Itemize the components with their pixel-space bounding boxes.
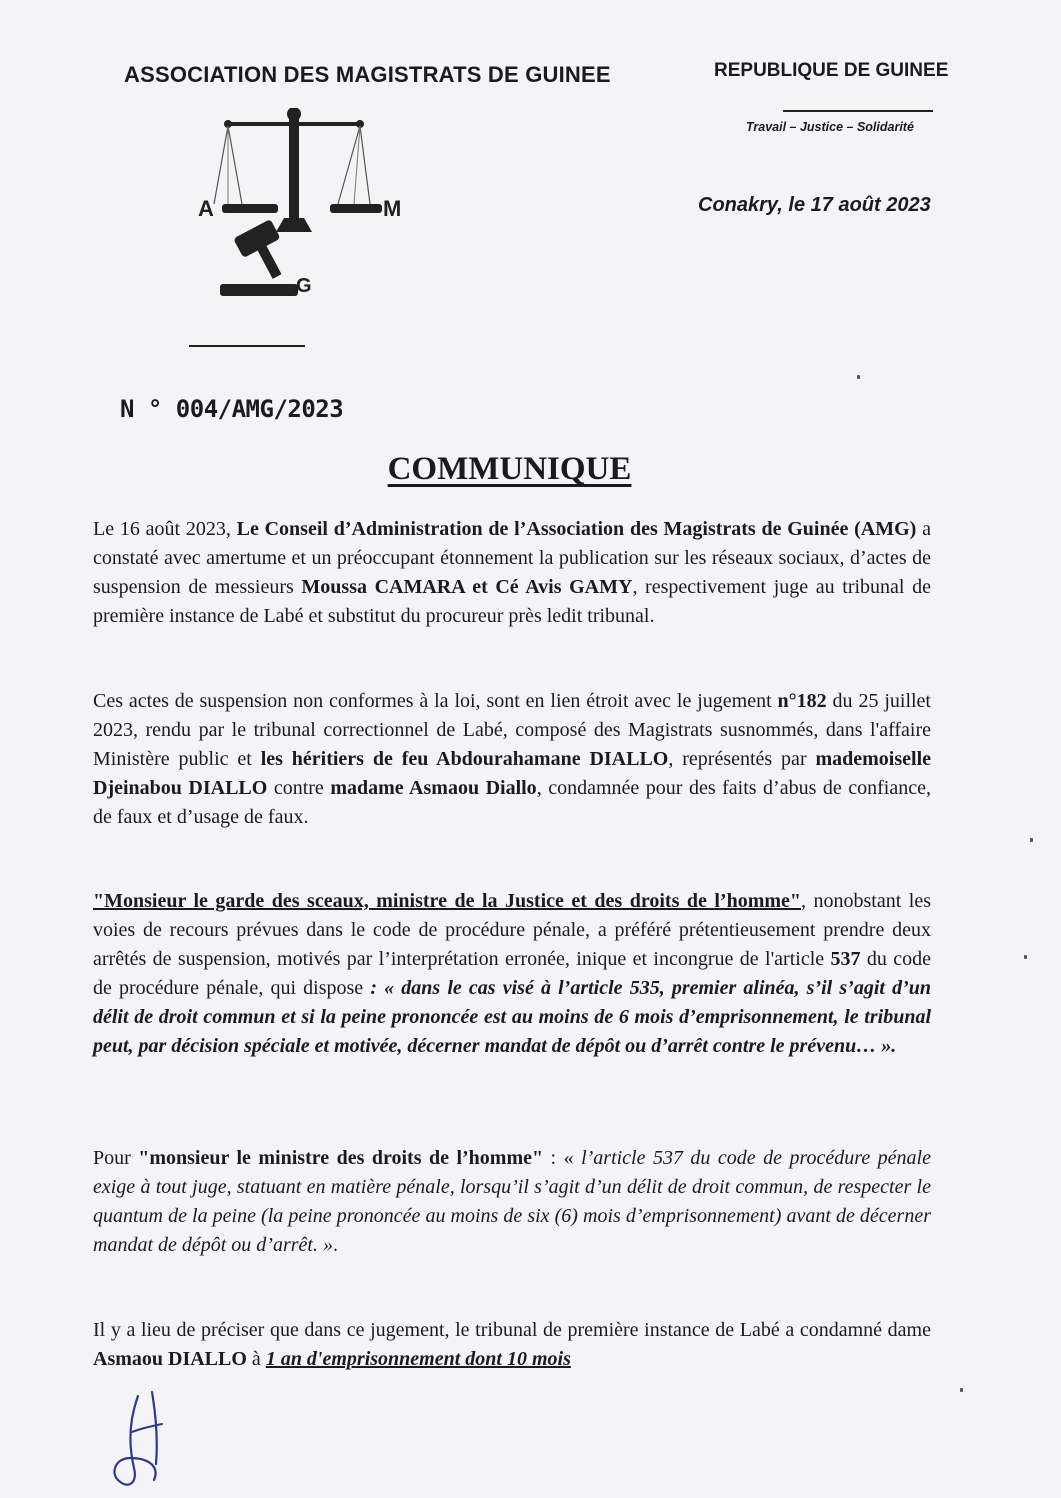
text-run: contre <box>267 777 331 799</box>
text-run: Il y a lieu de préciser que dans ce jugement, le tribunal de première instance de Labé a condamné dame <box>93 1319 931 1341</box>
logo-letter-right: M <box>383 196 402 221</box>
text-run: , respectivement juge au tribunal de première instance de Labé et substitut du procureur près ledit tribunal. <box>93 576 931 627</box>
text-run-bold: mademoiselle Djeinabou DIALLO <box>93 748 931 799</box>
text-run: , nonobstant les voies de recours prévues dans le code de procédure pénale, a préféré prétentieusement prendre deux arrêtés de suspension, motivés par l’interprétation erronée, inique et incongrue de l'article <box>93 890 931 970</box>
text-run-bold: n°182 <box>777 690 827 712</box>
sentence-highlight: 1 an d'emprisonnement dont 10 mois <box>265 1348 571 1370</box>
scan-speck <box>1024 955 1027 959</box>
reference-number: N ° 004/AMG/2023 <box>120 395 344 423</box>
paragraph-5 <box>93 1316 931 1374</box>
text-run-bold: Asmaou DIALLO <box>93 1348 247 1370</box>
paragraph-4 <box>93 1144 931 1260</box>
scan-speck <box>1030 838 1033 842</box>
scan-speck <box>960 1388 963 1392</box>
scan-speck <box>857 375 860 379</box>
document-title: COMMUNIQUE <box>387 451 632 487</box>
text-run: . <box>332 1234 338 1256</box>
text-run: a constaté avec amertume et un préoccupant étonnement la publication sur les réseaux sociaux, d’actes de suspension de messieurs <box>93 518 931 598</box>
country-name: REPUBLIQUE DE GUINEE <box>714 60 949 81</box>
place-and-date: Conakry, le 17 août 2023 <box>698 194 931 216</box>
text-run: à <box>246 1348 266 1370</box>
text-run: Le 16 août 2023, <box>93 518 237 540</box>
organization-name: ASSOCIATION DES MAGISTRATS DE GUINEE <box>124 62 611 87</box>
text-run: : « <box>543 1147 582 1169</box>
logo-letter-left: A <box>198 196 214 221</box>
text-run-bold-underlined: "Monsieur le garde des sceaux, ministre de la Justice et des droits de l’homme" <box>93 890 801 912</box>
header-divider <box>783 110 933 112</box>
text-run-bold: 537 <box>830 948 861 970</box>
text-run: Pour <box>93 1147 139 1169</box>
text-run: Ces actes de suspension non conformes à la loi, sont en lien étroit avec le jugement <box>93 690 778 712</box>
text-run: du code de procédure pénale, qui dispose <box>93 948 931 999</box>
quoted-article-text: : « dans le cas visé à l’article 535, premier alinéa, s’il s’agit d’un délit de droit commun et si la peine prononcée est au moins de 6 mois d’emprisonnement, le tribunal peut, par décision spéciale et motivée, décerner mandat de dépôt ou d’arrêt contre le prévenu… ». <box>93 977 932 1057</box>
text-run-bold: madame Asmaou Diallo <box>330 777 537 799</box>
text-run: , représentés par <box>668 748 816 770</box>
text-run: du 25 juillet 2023, rendu par le tribunal correctionnel de Labé, composé des Magistrats susnommés, dans l'affaire Ministère public et <box>93 690 931 770</box>
quoted-interpretation: l’article 537 du code de procédure pénale exige à tout juge, statuant en matière pénale, lorsqu’il s’agit d’un délit de droit commun, de respecter le quantum de la peine (la peine prononcée au moins de six (6) mois d’emprisonnement) avant de décerner mandat de dépôt ou d’arrêt. » <box>93 1147 931 1256</box>
text-run: , condamnée pour des faits d’abus de confiance, de faux et d’usage de faux. <box>93 777 931 828</box>
text-run-bold: les héritiers de feu Abdourahamane DIALLO <box>260 748 669 770</box>
logo-letter-bottom: G <box>296 275 312 297</box>
paragraph-3 <box>93 887 931 1061</box>
text-run-bold: Moussa CAMARA et Cé Avis GAMY <box>301 576 633 598</box>
text-run-bold: Le Conseil d’Administration de l’Association des Magistrats de Guinée (AMG) <box>236 518 917 540</box>
scales-of-justice-logo-icon <box>190 108 420 308</box>
text-run-bold: "monsieur le ministre des droits de l’homme" <box>138 1147 544 1169</box>
national-motto: Travail – Justice – Solidarité <box>746 120 914 134</box>
paragraph-2 <box>93 687 931 832</box>
handwritten-initials-signature <box>108 1388 178 1493</box>
logo-divider <box>189 345 305 347</box>
paragraph-1 <box>93 515 931 631</box>
